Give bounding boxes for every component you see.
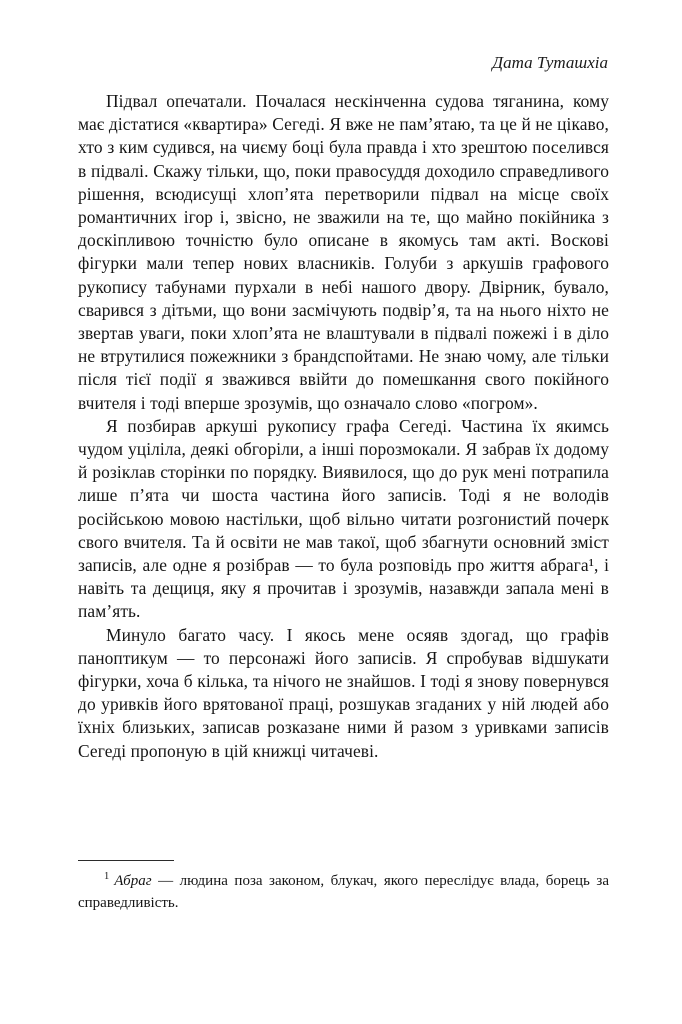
footnote-text	[78, 870, 609, 914]
footnote-body: — людина поза законом, блукач, якого переслідує влада, борець за справедливість.	[78, 873, 609, 911]
footnote-marker: 1	[104, 871, 110, 882]
footnote	[78, 860, 609, 914]
paragraph-1: Підвал опечатали. Почалася нескінченна судова тяганина, кому має дістатися «квартира» Сегеді. Я вже не пам’ятаю, та це й не цікаво, хто з ким судився, на чиєму боці була правда і хто зрештою поселився в підвалі. Скажу тільки, що, поки правосуддя доходило справедливого рішення, всюдисущі хлоп’ята перетворили підвал на місце своїх романтичних ігор і, звісно, не зважили на те, що майно покійника з доскіпливою точністю було описане в якомусь там акті. Воскові фігурки мали тепер нових власників. Голуби з аркушів графового рукопису табунами пурхали в небі нашого двору. Двірник, бувало, сварився з дітьми, що вони засмічують подвір’я, та на нього ніхто не звертав уваги, поки хлоп’ята не влаштували в підвалі пожежі і в діло не втрутилися пожежники з брандспойтами. Не знаю чому, але тільки після тієї події я зважився ввійти до помешкання свого покійного вчителя і тоді вперше зрозумів, що означало слово «погром».	[78, 91, 609, 413]
paragraph-3: Минуло багато часу. І якось мене осяяв здогад, що графів паноптикум — то персонажі його записів. Я спробував відшукати фігурки, хоча б кілька, та нічого не знайшов. І тоді я знову повернувся до уривків його врятованої праці, розшукав згаданих у ній людей або їхніх близьких, записав розказане ними й разом з уривками записів Сегеді пропоную в цій книжці читачеві.	[78, 624, 609, 761]
body-text	[78, 90, 609, 763]
running-header: Дата Туташхіа	[492, 53, 608, 72]
footnote-divider	[78, 860, 174, 861]
footnote-term: Абраг	[114, 873, 152, 889]
paragraph-2: Я позбирав аркуші рукопису графа Сегеді. Частина їх якимсь чудом уціліла, деякі обгоріли, а інші порозмокали. Я забрав їх додому й розіклав сторінки по порядку. Виявилося, що до рук мені потрапила лише п’ята чи шоста частина його записів. Тоді я не володів російською мовою настільки, щоб вільно читати розгонистий почерк свого вчителя. Та й освіти не мав такої, щоб збагнути основний зміст записів, але одне я розібрав — то була розповідь про життя абрага¹, і навіть та дещиця, яку я прочитав і зрозумів, назавжди запала мені в пам’ять.	[78, 415, 609, 622]
